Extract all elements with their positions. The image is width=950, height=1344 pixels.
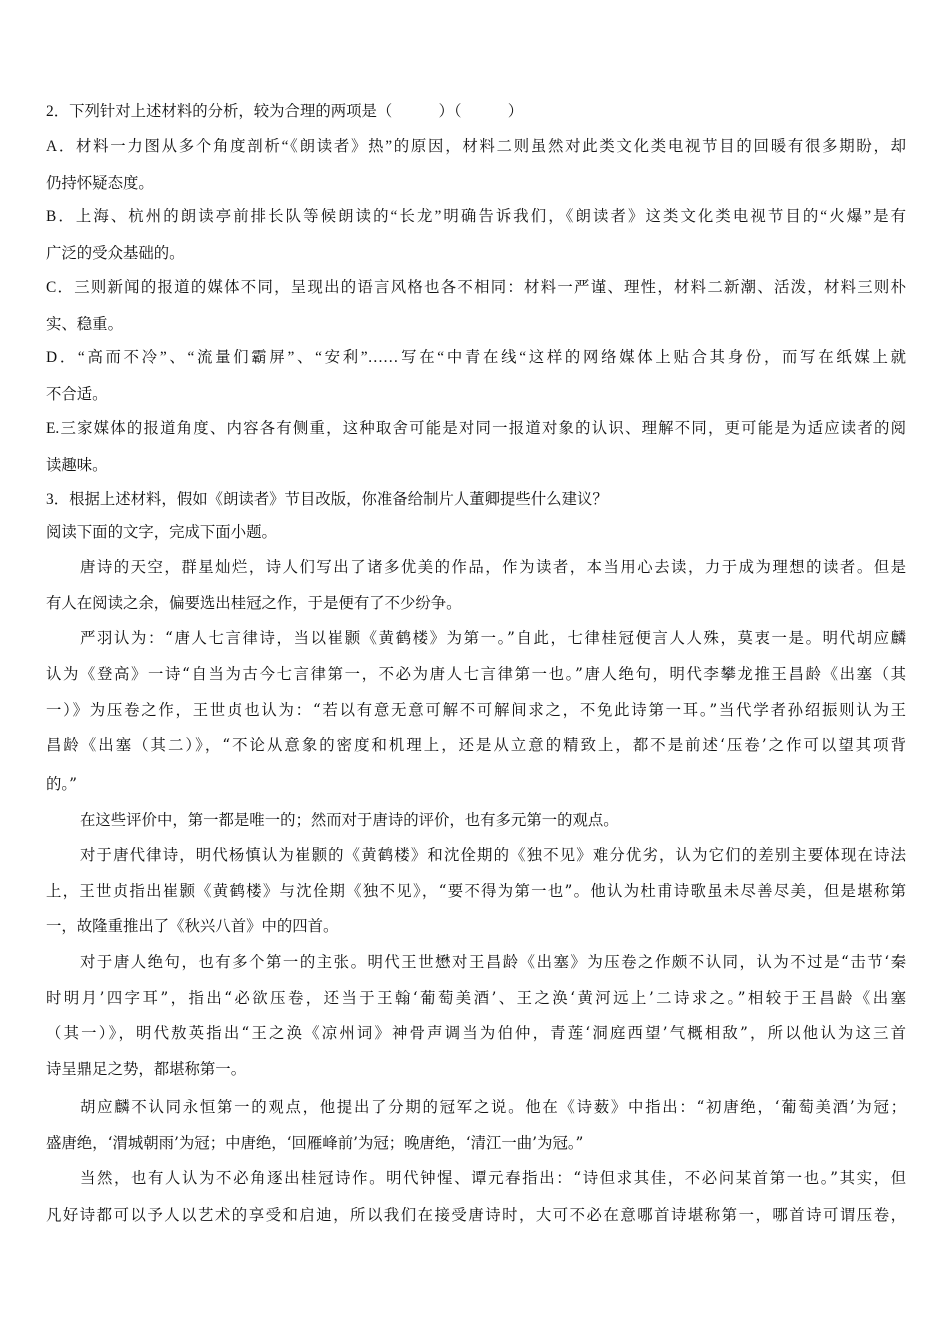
option-c-line-2: 实、稳重。 xyxy=(46,316,123,333)
option-e-line-2: 读趣味。 xyxy=(46,457,108,474)
paragraph-2-line-1: 严羽认为：“唐人七言律诗，当以崔颢《黄鹤楼》为第一。”自此，七律桂冠便言人人殊，莫衷一是。明代胡应麟 xyxy=(80,629,906,647)
paragraph-5-line-4: 诗呈鼎足之势，都堪称第一。 xyxy=(46,1060,247,1078)
paragraph-1-line-1: 唐诗的天空，群星灿烂，诗人们写出了诸多优美的作品，作为读者，本当用心去读，力于成为理想的读者。但是 xyxy=(80,558,906,576)
paragraph-2-line-2: 认为《登高》一诗“自当为古今七言律第一，不必为唐人七言律第一也。”唐人绝句，明代李攀龙推王昌龄《出塞（其 xyxy=(46,665,906,683)
option-b-line-1: B．上海、杭州的朗读亭前排长队等候朗读的“长龙”明确告诉我们，《朗读者》这类文化类电视节目的“火爆”是有 xyxy=(46,208,906,225)
question-3-stem: 3．根据上述材料，假如《朗读者》节目改版，你准备给制片人董卿提些什么建议？ xyxy=(46,491,608,508)
option-b-line-2: 广泛的受众基础的。 xyxy=(46,245,185,262)
paragraph-6-line-2: 盛唐绝，‘渭城朝雨’为冠；中唐绝，‘回雁峰前’为冠；晚唐绝，‘清江一曲’为冠。” xyxy=(46,1134,584,1152)
paragraph-6-line-1: 胡应麟不认同永恒第一的观点，他提出了分期的冠军之说。他在《诗薮》中指出：“初唐绝，‘葡萄美酒’为冠； xyxy=(80,1098,906,1116)
option-c-line-1: C．三则新闻的报道的媒体不同，呈现出的语言风格也各不相同：材料一严谨、理性，材料二新潮、活泼，材料三则朴 xyxy=(46,279,906,296)
paragraph-7-line-2: 凡好诗都可以予人以艺术的享受和启迪，所以我们在接受唐诗时，大可不必在意哪首诗堪称第一，哪首诗可谓压卷， xyxy=(46,1206,906,1224)
option-e-line-1: E.三家媒体的报道角度、内容各有侧重，这种取舍可能是对同一报道对象的认识、理解不同，更可能是为适应读者的阅 xyxy=(46,420,906,437)
paragraph-5-line-3: （其一）》，明代敖英指出“王之涣《凉州词》神骨声调当为伯仲，青莲‘洞庭西望’气概相敌”，所以他认为这三首 xyxy=(46,1024,906,1042)
paragraph-5-line-2: 时明月’四字耳”，指出“必欲压卷，还当于王翰‘葡萄美酒’、王之涣‘黄河远上’二诗求之。”相较于王昌龄《出塞 xyxy=(46,989,906,1007)
paragraph-4-line-2: 上，王世贞指出崔颢《黄鹤楼》与沈佺期《独不见》，“要不得为第一也”。他认为杜甫诗歌虽未尽善尽美，但是堪称第 xyxy=(46,882,906,900)
option-a-line-2: 仍持怀疑态度。 xyxy=(46,175,154,192)
paragraph-2-line-5: 的。” xyxy=(46,775,77,793)
paragraph-4-line-1: 对于唐代律诗，明代杨慎认为崔颢的《黄鹤楼》和沈佺期的《独不见》难分优劣，认为它们的差别主要体现在诗法 xyxy=(80,846,906,864)
option-a-line-1: A．材料一力图从多个角度剖析“《朗读者》热”的原因，材料二则虽然对此类文化类电视节目的回暖有很多期盼，却 xyxy=(46,138,906,155)
paragraph-3-line-1: 在这些评价中，第一都是唯一的；然而对于唐诗的评价，也有多元第一的观点。 xyxy=(80,811,619,829)
option-d-line-2: 不合适。 xyxy=(46,386,108,403)
paragraph-1-line-2: 有人在阅读之余，偏要选出桂冠之作，于是便有了不少纷争。 xyxy=(46,594,462,612)
paragraph-4-line-3: 一，故隆重推出了《秋兴八首》中的四首。 xyxy=(46,917,339,935)
reading-instruction: 阅读下面的文字，完成下面小题。 xyxy=(46,524,277,541)
paragraph-2-line-3: 一）》为压卷之作，王世贞也认为：“若以有意无意可解不可解间求之，不免此诗第一耳。”当代学者孙绍振则认为王 xyxy=(46,701,906,719)
paragraph-7-line-1: 当然，也有人认为不必角逐出桂冠诗作。明代钟惺、谭元春指出：“诗但求其佳，不必问某首第一也。”其实，但 xyxy=(80,1169,906,1187)
question-2-stem: 2．下列针对上述材料的分析，较为合理的两项是（ ）（ ） xyxy=(46,103,524,120)
paragraph-5-line-1: 对于唐人绝句，也有多个第一的主张。明代王世懋对王昌龄《出塞》为压卷之作颇不认同，认为不过是“击节‘秦 xyxy=(80,953,906,971)
option-d-line-1: D．“高而不冷”、“流量们霸屏”、“安利”……写在“中青在线“这样的网络媒体上贴合其身份，而写在纸媒上就 xyxy=(46,349,906,366)
paragraph-2-line-4: 昌龄《出塞（其二）》，“不论从意象的密度和机理上，还是从立意的精致上，都不是前述‘压卷’之作可以望其项背 xyxy=(46,736,906,754)
